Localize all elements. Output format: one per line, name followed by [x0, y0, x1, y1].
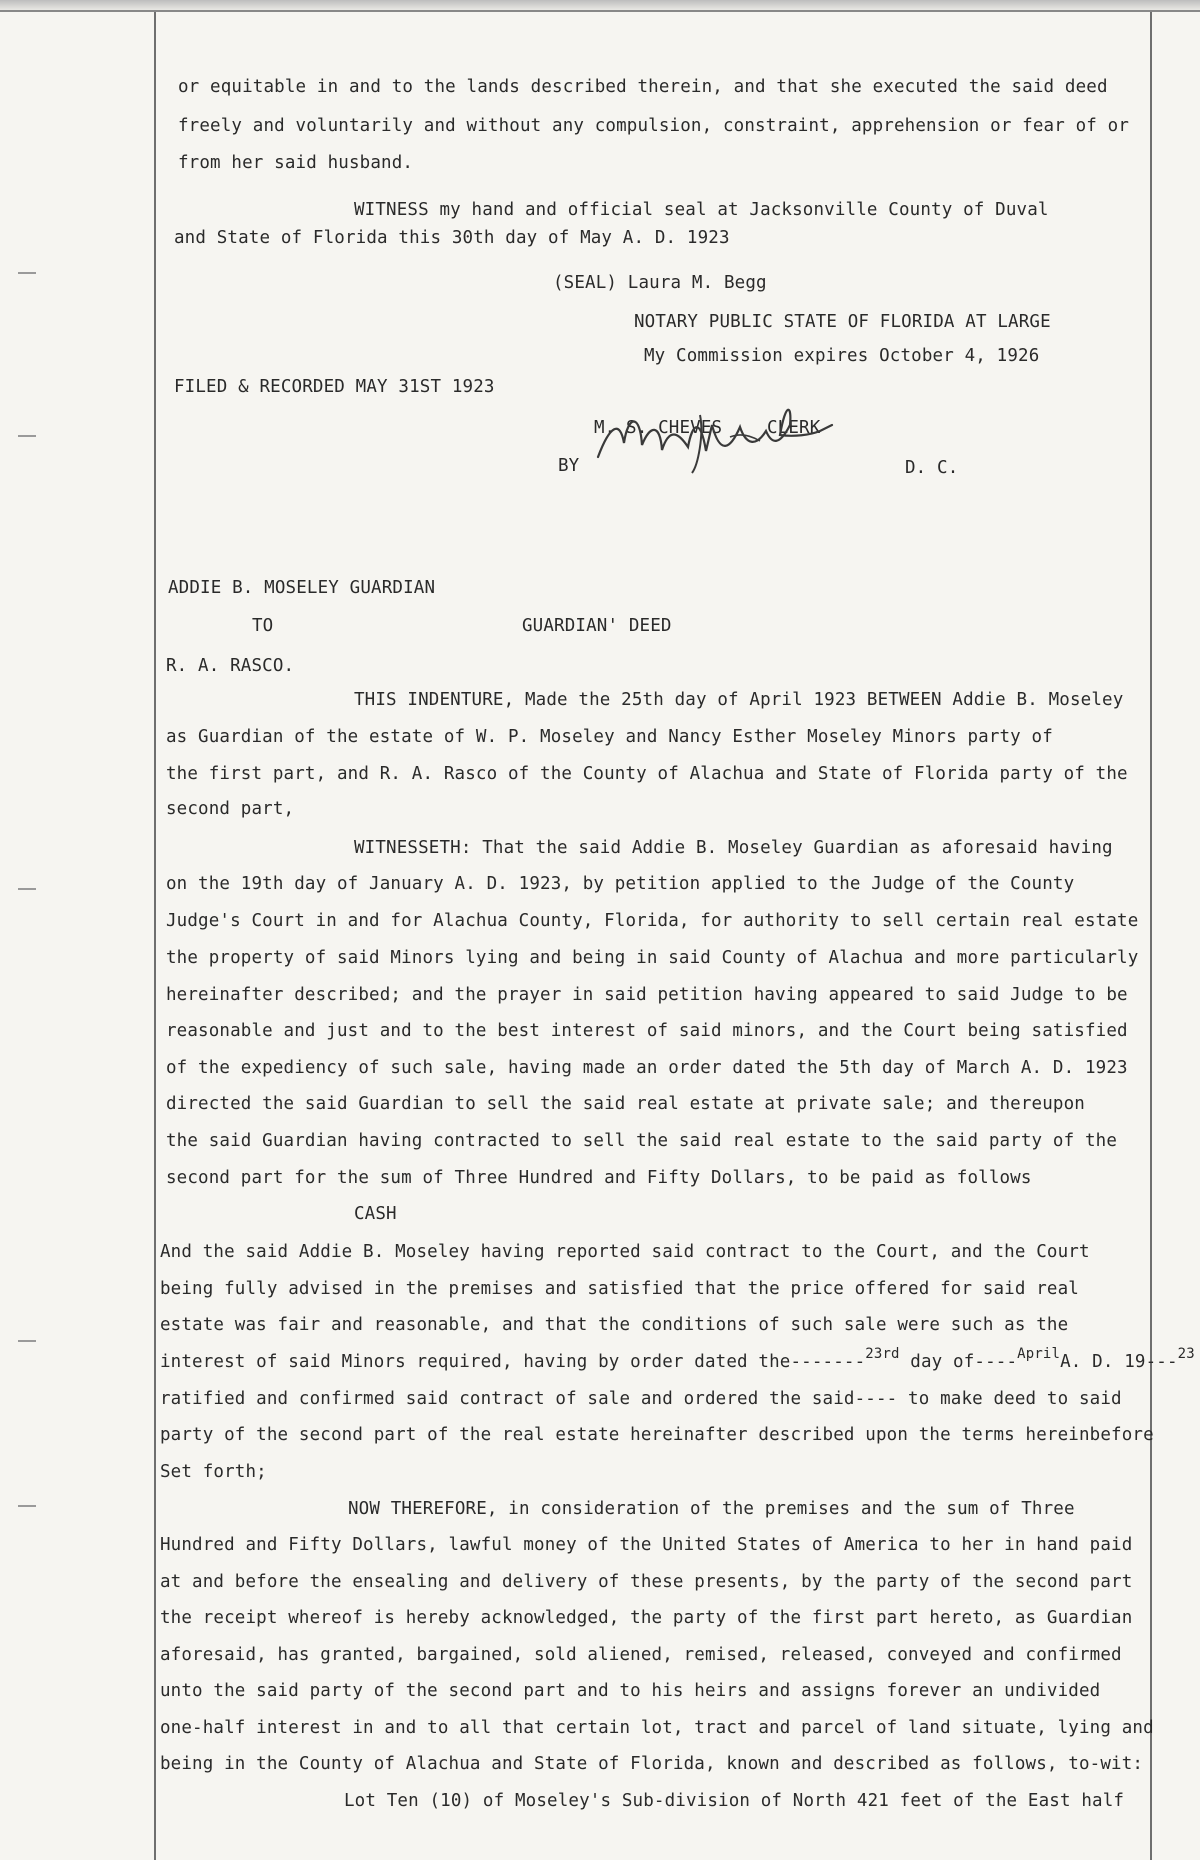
text-line: second part for the sum of Three Hundred and Fifty Dollars, to be paid as follows: [166, 1168, 1032, 1188]
left-margin-line: [154, 12, 156, 1860]
to-heading: TO: [252, 616, 274, 636]
text-line: Set forth;: [160, 1462, 267, 1482]
text-line: from her said husband.: [178, 153, 414, 173]
right-margin-line: [1150, 12, 1152, 1860]
text-line: on the 19th day of January A. D. 1923, by petition applied to the Judge of the County: [166, 874, 1075, 894]
inserted-year: 23: [1177, 1346, 1195, 1362]
text-line: freely and voluntarily and without any compulsion, constraint, apprehension or fear of or: [178, 116, 1130, 136]
text-line: And the said Addie B. Moseley having reported said contract to the Court, and the Court: [160, 1242, 1090, 1262]
clerk-name: M. S. CHEVES: [594, 418, 723, 438]
deed-type-heading: GUARDIAN' DEED: [522, 616, 672, 636]
margin-tick: [18, 1340, 36, 1342]
margin-tick: [18, 272, 36, 274]
clerk-title: CLERK: [767, 418, 821, 438]
deputy-clerk: D. C.: [905, 458, 959, 478]
text-line: party of the second part of the real estate hereinafter described upon the terms hereinbefore: [160, 1425, 1154, 1445]
grantee-heading: R. A. RASCO.: [166, 656, 295, 676]
inserted-month: April: [1017, 1346, 1061, 1362]
text-line: the first part, and R. A. Rasco of the County of Alachua and State of Florida party of the: [166, 764, 1128, 784]
page-top-edge: [0, 0, 1200, 10]
text-line: of the expediency of such sale, having made an order dated the 5th day of March A. D. 1923: [166, 1058, 1128, 1078]
text-line: and State of Florida this 30th day of May A. D. 1923: [174, 228, 730, 248]
notary-title: NOTARY PUBLIC STATE OF FLORIDA AT LARGE: [634, 312, 1051, 332]
text-line: being in the County of Alachua and State of Florida, known and described as follows, to-wit:: [160, 1754, 1144, 1774]
text-line: Lot Ten (10) of Moseley's Sub-division of North 421 feet of the East half: [344, 1791, 1125, 1811]
notary-seal: (SEAL) Laura M. Begg: [553, 273, 767, 293]
text-line: one-half interest in and to all that certain lot, tract and parcel of land situate, lying and: [160, 1718, 1154, 1738]
top-rule: [0, 10, 1200, 12]
text-line: or equitable in and to the lands described therein, and that she executed the said deed: [178, 77, 1108, 97]
text-line: the receipt whereof is hereby acknowledged, the party of the first part hereto, as Guardian: [160, 1608, 1133, 1628]
text-line: being fully advised in the premises and satisfied that the price offered for said real: [160, 1279, 1079, 1299]
by-label: BY: [558, 456, 580, 476]
margin-tick: [18, 888, 36, 890]
text-line: estate was fair and reasonable, and that the conditions of such sale were such as the: [160, 1315, 1069, 1335]
text-line: the said Guardian having contracted to sell the said real estate to the said party of the: [166, 1131, 1118, 1151]
ratified-line: [160, 1346, 1195, 1373]
margin-tick: [18, 1505, 36, 1507]
text-line: aforesaid, has granted, bargained, sold aliened, remised, released, conveyed and confirmed: [160, 1645, 1122, 1665]
text-line: WITNESSETH: That the said Addie B. Moseley Guardian as aforesaid having: [354, 838, 1113, 858]
text-line: second part,: [166, 799, 295, 819]
commission-expiry: My Commission expires October 4, 1926: [644, 346, 1040, 366]
text-line: ratified and confirmed said contract of sale and ordered the said---- to make deed to said: [160, 1389, 1122, 1409]
grantor-heading: ADDIE B. MOSELEY GUARDIAN: [168, 578, 436, 598]
text-line: as Guardian of the estate of W. P. Moseley and Nancy Esther Moseley Minors party of: [166, 727, 1053, 747]
text-line: hereinafter described; and the prayer in said petition having appeared to said Judge to be: [166, 985, 1128, 1005]
text-line: THIS INDENTURE, Made the 25th day of April 1923 BETWEEN Addie B. Moseley: [354, 690, 1124, 710]
month-dash: ----: [974, 1352, 1018, 1372]
text-line: unto the said party of the second part and to his heirs and assigns forever an undivided: [160, 1681, 1101, 1701]
margin-tick: [18, 435, 36, 437]
payment-terms: CASH: [354, 1204, 397, 1224]
text-line: the property of said Minors lying and being in said County of Alachua and more particularly: [166, 948, 1139, 968]
filed-recorded: FILED & RECORDED MAY 31ST 1923: [174, 377, 495, 397]
inserted-day: 23rd: [865, 1346, 900, 1362]
clerk-signature: [580, 395, 870, 475]
text-line: reasonable and just and to the best interest of said minors, and the Court being satisfied: [166, 1021, 1128, 1041]
text-line: Judge's Court in and for Alachua County, Florida, for authority to sell certain real estate: [166, 911, 1139, 931]
text-line: NOW THEREFORE, in consideration of the premises and the sum of Three: [348, 1499, 1075, 1519]
ratified-text-c: A. D. 19: [1060, 1352, 1146, 1372]
text-line: WITNESS my hand and official seal at Jacksonville County of Duval: [354, 200, 1049, 220]
year-dash: ---: [1145, 1352, 1178, 1372]
text-line: Hundred and Fifty Dollars, lawful money of the United States of America to her in hand paid: [160, 1535, 1133, 1555]
text-line: at and before the ensealing and delivery of these presents, by the party of the second part: [160, 1572, 1133, 1592]
ratified-text-b: day of: [899, 1352, 975, 1372]
ratified-text-a: interest of said Minors required, having by order dated the-------: [160, 1352, 866, 1372]
text-line: directed the said Guardian to sell the said real estate at private sale; and thereupon: [166, 1094, 1085, 1114]
